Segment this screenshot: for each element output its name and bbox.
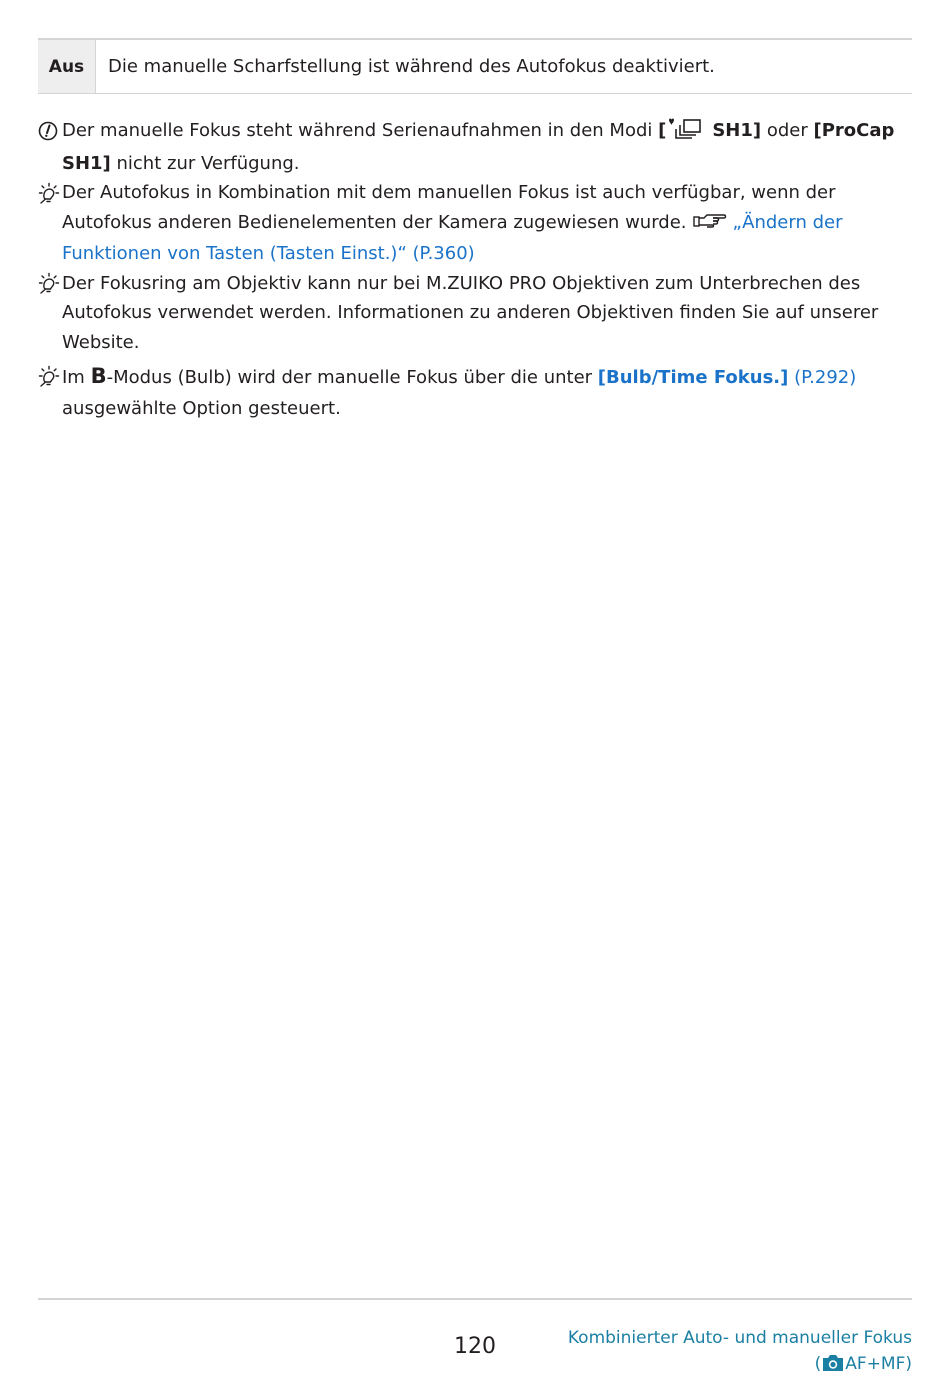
note-tip [38, 361, 914, 424]
note-text-segment: nicht zur Verfügung. [110, 152, 300, 174]
cross-reference-link[interactable]: „Ändern der Funktionen von Tasten (Tasten Einst.)“ (P.360) [62, 211, 843, 264]
section-title-line-1: Kombinierter Auto- und manueller Fokus [567, 1328, 912, 1348]
table-value-cell: Die manuelle Scharfstellung ist während des Autofokus deaktiviert. [108, 56, 715, 77]
paren-open: ( [814, 1354, 822, 1374]
caution-icon [38, 116, 62, 146]
tip-icon [38, 361, 62, 391]
note-text: Der Fokusring am Objektiv kann nur bei M.ZUIKO PRO Objektiven zum Unterbrechen des Autofokus verwendet werden. Informationen zu anderen Objektiven finden Sie auf unserer Website. [62, 272, 879, 353]
note-tip [38, 178, 914, 269]
mode-sh1-label [658, 120, 761, 141]
note-text-segment: oder [761, 120, 814, 141]
note-tip [38, 269, 914, 358]
note-caution [38, 116, 914, 178]
note-text [62, 361, 914, 424]
page-reference-link[interactable]: (P.292) [788, 367, 857, 388]
section-title-link[interactable] [568, 1325, 912, 1374]
bracket-open: [ [658, 120, 667, 141]
table-key-cell: Aus [38, 40, 96, 93]
note-text-segment: -Modus (Bulb) wird der manuelle Fokus über die unter [106, 367, 598, 388]
page-number: 120 [454, 1334, 496, 1359]
bulb-mode-letter: B [90, 364, 107, 388]
settings-table [38, 38, 912, 94]
camera-icon [821, 1354, 845, 1374]
notes-list [38, 116, 914, 424]
note-text-segment: Der manuelle Fokus steht während Serienaufnahmen in den Modi [62, 120, 659, 141]
note-text [62, 116, 914, 178]
note-text-segment: ausgewählte Option gesteuert. [62, 398, 341, 419]
footer-divider [38, 1298, 912, 1300]
note-text-segment: Im [62, 367, 91, 388]
mode-sh1-text: SH1] [712, 120, 762, 141]
af-mf-label: AF+MF) [845, 1354, 912, 1374]
tip-icon [38, 269, 62, 299]
tip-icon [38, 178, 62, 208]
reference-hand-icon [693, 210, 727, 240]
mode-procap-label: [ProCap SH1] [62, 120, 895, 174]
note-text-segment: Der Autofokus in Kombination mit dem manuellen Fokus ist auch verfügbar, wenn der Autofokus anderen Bedienelementen der Kamera zugewiesen wurde. [62, 182, 836, 233]
sequential-shooting-icon [666, 117, 712, 149]
section-title-line-2 [568, 1351, 912, 1374]
note-text [62, 178, 914, 269]
bulb-time-focus-link[interactable]: [Bulb/Time Fokus.] [597, 367, 789, 388]
